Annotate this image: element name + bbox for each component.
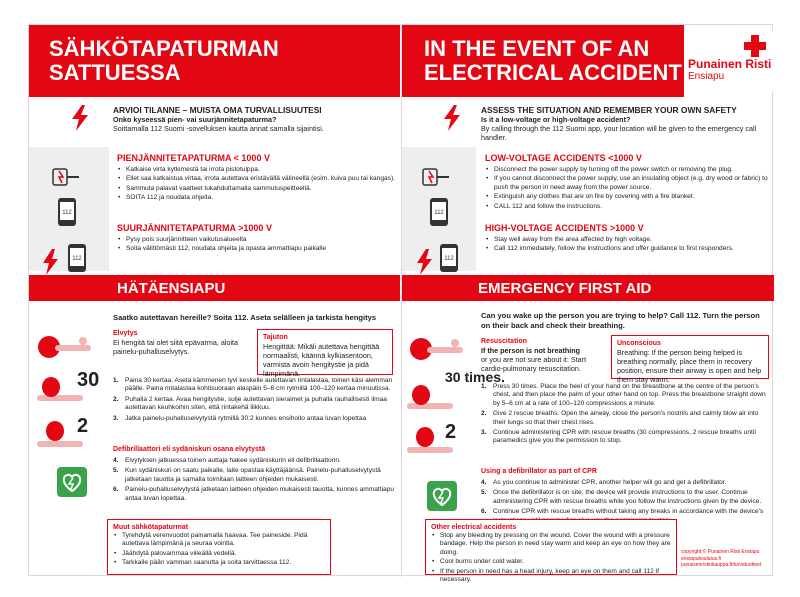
logo-sub: Ensiapu xyxy=(688,71,725,82)
fi-cpr-steps xyxy=(113,377,397,425)
list-item: 3. Continue administering CPR with rescue breaths (30 compressions, 2 rescue breaths until paramedics give you the permission to stop. xyxy=(481,429,756,445)
fi-high-voltage xyxy=(117,223,395,255)
list-item: 3. Jatka painelu-puhalluselvytystä rytmillä 30:2 kunnes ensihoito antaa luvan lopettaa xyxy=(113,414,367,422)
en-other-title: Other electrical accidents xyxy=(431,524,517,531)
list-item: • Tyrehdytä verenvuodot painamalla haavaa. Tee paineside. Pidä autettava lämpimänä ja seuraa vointia. xyxy=(113,532,325,549)
step-text: Puhalla 2 kertaa. Avaa hengitystie, sulje autettavan sieraimet ja puhalla rauhallisesti ilmaa autettavan keuhkoihin siten, että rintakehä liikkuu. xyxy=(125,395,387,412)
list-item: • Pysy pois suurjännitteen vaikutusalueelta xyxy=(117,236,395,244)
lightning-icon xyxy=(39,247,63,277)
list-item: • Ellet saa katkaistua virtaa, irrota autettava eristävällä välineellä (esim. kuiva puu tai kangas). xyxy=(117,175,395,183)
fi-low-title: PIENJÄNNITETAPATURMA < 1000 V xyxy=(117,153,270,163)
step-text: Press 30 times. Place the heel of your hand on the breastbone at the centre of the person's chest, and then place the palm of your other hand on top. Press the breastbone straight down by 5–6 cm at a rate of 100–120 compressions a minute. xyxy=(493,383,766,407)
copyright xyxy=(681,549,773,569)
header-fi-line1: SÄHKÖTAPATURMAN xyxy=(49,36,279,61)
lightning-icon xyxy=(413,247,437,277)
en-assess-question: Is it a low-voltage or high-voltage accident? xyxy=(481,115,631,124)
list-item: 5. Once the defibrillator is on site, the device will provide instructions to the user. Continue administering CPR with rescue breaths while you follow the instructions given by the device. xyxy=(481,489,762,505)
en-resus-block xyxy=(481,337,607,373)
person-lying-icon xyxy=(35,325,93,361)
fi-number-30: 30 xyxy=(77,369,100,391)
cpr-compression-icon xyxy=(403,381,461,417)
header-fi xyxy=(29,25,400,97)
en-assess-note: By calling through the 112 Suomi app, your location will be given to the emergency call handler. xyxy=(481,124,757,142)
person-lying-icon xyxy=(407,327,465,363)
list-item: • Stop any bleeding by pressing on the wound. Cover the wound with a pressure bandage. Help the person in need stay warm and keep an eye on how they are doing. xyxy=(431,532,671,557)
red-cross-logo xyxy=(684,31,774,91)
fi-first-aid-header: HÄTÄENSIAPU xyxy=(29,275,400,301)
en-low-voltage xyxy=(485,153,769,212)
poster xyxy=(28,24,773,584)
en-defib-title: Using a defibrillator as part of CPR xyxy=(481,468,597,475)
list-item: • CALL 112 and follow the instructions. xyxy=(485,203,769,211)
en-low-list xyxy=(485,166,769,211)
list-item: 2. Puhalla 2 kertaa. Avaa hengitystie, sulje autettavan sieraimet ja puhalla rauhallisesti ilmaa autettavan keuhkoihin siten, että rintakehä liikkuu. xyxy=(113,395,387,412)
svg-text:112: 112 xyxy=(62,210,72,216)
header-en-line1: IN THE EVENT OF AN xyxy=(424,36,650,61)
fi-high-title: SUURJÄNNITETAPATURMA >1000 V xyxy=(117,223,272,233)
list-item: 1. Press 30 times. Place the heel of your hand on the breastbone at the centre of the person's chest, and then place the palm of your other hand on top. Press the breastbone straight down by 5–6 cm at a rate of 100–120 compressions a minute. xyxy=(481,383,766,407)
fi-assess-block xyxy=(113,105,393,133)
step-text: Elvytyksen jatkuessa toinen auttaja hakee sydäniskurin eli defibrillaattorin. xyxy=(125,457,341,464)
fi-low-list xyxy=(117,166,395,203)
list-item: • If you cannot disconnect the power supply, use an insulating object (e.g. dry wood or fabric) to push the person in need away from the power source. xyxy=(485,175,769,192)
list-item: • Tarkkaile pään vamman saanutta ja soita tarvittaessa 112. xyxy=(113,559,325,567)
list-item: • Cool burns under cold water. xyxy=(431,558,671,566)
fi-defib-steps xyxy=(113,457,397,505)
list-item: 6. Continue CPR with rescue breaths without taking any breaks in accordance with the device's xyxy=(481,508,769,525)
header-en-line2: ELECTRICAL ACCIDENT xyxy=(424,60,682,85)
en-assess-block xyxy=(481,105,769,142)
fi-high-list xyxy=(117,236,395,254)
list-item: 4. Elvytyksen jatkuessa toinen auttaja hakee sydäniskurin eli defibrillaattorin. xyxy=(113,457,341,464)
logo-name: Punainen Risti xyxy=(688,57,772,71)
en-resus-bold: If the person is not breathing xyxy=(481,346,581,355)
en-high-title: HIGH-VOLTAGE ACCIDENTS >1000 V xyxy=(485,223,644,233)
step-text: Paina 30 kertaa. Aseta kämmenen tyvi keskelle autettavan rintalastaa, toinen käsi alemman päälle. Paina rintalastaa kohtisuoraan alaspäin 5–6 cm rytmillä 100–120 kertaa minuutissa. xyxy=(125,377,393,393)
fi-unconscious-text: Hengittää: Mikäli autettava hengittää normaalisti, käännä kylkiasentoon, varmista avoin hengitystie ja pidä lämpimänä. xyxy=(263,342,380,378)
phone-112-icon xyxy=(55,197,79,227)
list-item: 5. Kun sydäniskuri on saatu paikalle, laite opastaa käyttäjäänsä. Painelu-puhalluselvytystä jatketaan tauotta ja samalla toimitaan laitteen ohjeiden mukaisesti. xyxy=(113,467,381,483)
list-item: • Extinguish any clothes that are on fire by covering with a fire blanket. xyxy=(485,193,769,201)
fi-revive-block xyxy=(113,329,253,356)
step-text: Painelu-puhalluselvytystä jatketaan laitteen ohjeiden mukaisesti tauotta, kunnes ammattiapu antaa luvan lopettaa. xyxy=(125,486,395,502)
copyright-line: copyright © Punainen Risti Ensiapu xyxy=(681,549,760,555)
en-unconscious-box xyxy=(611,335,769,384)
fi-revive-title: Elvytys xyxy=(113,330,138,337)
fi-other-list xyxy=(113,532,325,568)
lightning-icon xyxy=(441,105,463,131)
en-number-30: 30 times. xyxy=(445,369,505,385)
column-divider xyxy=(401,25,402,577)
fi-fa-intro: Saatko autettavan hereille? Soita 112. Aseta selälleen ja tarkista hengitys xyxy=(113,313,377,322)
svg-text:112: 112 xyxy=(72,256,82,262)
list-item: 6. Painelu-puhalluselvytystä jatketaan laitteen ohjeiden mukaisesti tauotta, kunnes ammattiapu antaa luvan lopettaa. xyxy=(113,486,395,502)
en-low-title: LOW-VOLTAGE ACCIDENTS <1000 V xyxy=(485,153,642,163)
en-resus-title: Resuscitation xyxy=(481,338,527,345)
fi-other-title: Muut sähkötapaturmat xyxy=(113,524,189,531)
red-cross-icon xyxy=(744,35,766,57)
list-item: • SOITA 112 ja noudata ohjeita. xyxy=(117,194,395,202)
fi-assess-title: ARVIOI TILANNE – MUISTA OMA TURVALLISUUTESI xyxy=(113,105,322,115)
en-high-voltage xyxy=(485,223,769,255)
en-first-aid-header: EMERGENCY FIRST AID xyxy=(402,275,774,301)
en-fa-intro: Can you wake up the person you are trying to help? Call 112. Turn the person on their back and check their breathing. xyxy=(481,311,760,330)
lightning-icon xyxy=(69,105,91,131)
step-text: As you continue to administer CPR, another helper will go and get a defibrillator. xyxy=(493,479,727,486)
list-item: • Call 112 immediately, follow the instructions and offer guidance to first responders. xyxy=(485,245,769,253)
step-text: Give 2 rescue breaths. Open the airway, close the person's nostrils and calmly blow air into their lungs so that their chest rises. xyxy=(493,410,759,426)
svg-text:112: 112 xyxy=(434,210,444,216)
fi-assess-question: Onko kyseessä pien- vai suurjännitetapaturma? xyxy=(113,115,277,124)
copyright-link[interactable]: punaisenristinkauppa.fi/turvatuotteet xyxy=(681,562,762,568)
list-item: • Katkaise virta kytkimestä tai irrota pistotulppa. xyxy=(117,166,395,174)
list-item: • If the person in need has a head injury, keep an eye on them and call 112 if necessary. xyxy=(431,568,671,585)
plug-icon xyxy=(421,165,453,191)
header-fi-line2: SATTUESSA xyxy=(49,60,181,85)
fi-number-2: 2 xyxy=(77,415,89,437)
fi-revive-text: Ei hengitä tai olet siitä epävarma, aloita painelu-puhalluselvytys. xyxy=(113,338,239,356)
fi-unconscious-title: Tajuton xyxy=(263,334,288,341)
phone-112-icon xyxy=(65,243,89,273)
en-high-list xyxy=(485,236,769,254)
fi-assess-note: Soittamalla 112 Suomi -sovelluksen kautta annat samalla sijaintisi. xyxy=(113,124,324,133)
cpr-compression-icon xyxy=(33,373,91,409)
step-text: Kun sydäniskuri on saatu paikalle, laite opastaa käyttäjäänsä. Painelu-puhalluselvytystä jatketaan tauotta ja samalla toimitaan laitteen ohjeiden mukaisesti. xyxy=(125,467,381,483)
en-unconscious-title: Unconscious xyxy=(617,340,661,347)
step-text: Once the defibrillator is on site, the device will provide instructions to the user. Continue administering CPR with rescue breaths while you follow the instructions given by the device. xyxy=(493,489,762,505)
phone-112-icon xyxy=(427,197,451,227)
en-assess-title: ASSESS THE SITUATION AND REMEMBER YOUR OWN SAFETY xyxy=(481,105,737,115)
copyright-link[interactable]: ensiapukoulutus.fi xyxy=(681,555,722,562)
fi-low-voltage xyxy=(117,153,395,204)
en-other-list xyxy=(431,532,671,584)
en-cpr-steps xyxy=(481,383,769,448)
fi-unconscious-box xyxy=(257,329,393,378)
svg-text:112: 112 xyxy=(444,256,454,262)
en-unconscious-text: Breathing: If the person being helped is breathing normally, place them in recovery position, ensure their airway is open and help them stay warm. xyxy=(617,348,762,384)
list-item: 4. As you continue to administer CPR, another helper will go and get a defibrillator. xyxy=(481,479,727,486)
aed-icon xyxy=(427,481,457,511)
fi-other-box xyxy=(107,519,331,575)
fi-defib-title: Defibrillaattori eli sydäniskuri osana elvytystä xyxy=(113,446,266,453)
en-other-box xyxy=(425,519,677,584)
step-text: Jatka painelu-puhalluselvytystä rytmillä 30:2 kunnes ensihoito antaa luvan lopettaa xyxy=(125,414,367,422)
en-number-2: 2 xyxy=(445,421,457,443)
rescue-breath-icon xyxy=(403,425,461,461)
plug-icon xyxy=(51,165,83,191)
list-item: • Disconnect the power supply by turning off the power switch or removing the plug. xyxy=(485,166,769,174)
list-item: 2. Give 2 rescue breaths. Open the airway, close the person's nostrils and calmly blow air into their lungs so that their chest rises. xyxy=(481,410,759,426)
aed-icon xyxy=(57,467,87,497)
en-resus-text: or you are not sure about it: Start cardio-pulmonary resuscitation. xyxy=(481,355,587,373)
rescue-breath-icon xyxy=(33,419,91,455)
list-item: • Sammuta palavat vaatteet tukahduttamalla sammutuspeitteellä. xyxy=(117,185,395,193)
step-text: Continue CPR with rescue breaths without taking any breaks in accordance with the device's xyxy=(493,508,764,516)
header-en xyxy=(402,25,684,97)
list-item: 1. Paina 30 kertaa. Aseta kämmenen tyvi keskelle autettavan rintalastaa, toinen käsi alemman päälle. Paina rintalastaa kohtisuoraan alaspäin 5–6 cm rytmillä 100–120 kertaa minuutissa. xyxy=(113,377,393,393)
step-text: Continue administering CPR with rescue breaths (30 compressions, 2 rescue breaths until paramedics give you the permission to stop. xyxy=(493,429,756,445)
list-item: • Stay well away from the area affected by high voltage. xyxy=(485,236,769,244)
list-item: • Soita välittömästi 112, noudata ohjeita ja opasta ammattiapu paikalle xyxy=(117,245,395,253)
list-item: • Jäähdytä palovammaa viileällä vedellä. xyxy=(113,550,325,558)
phone-112-icon xyxy=(437,243,461,273)
